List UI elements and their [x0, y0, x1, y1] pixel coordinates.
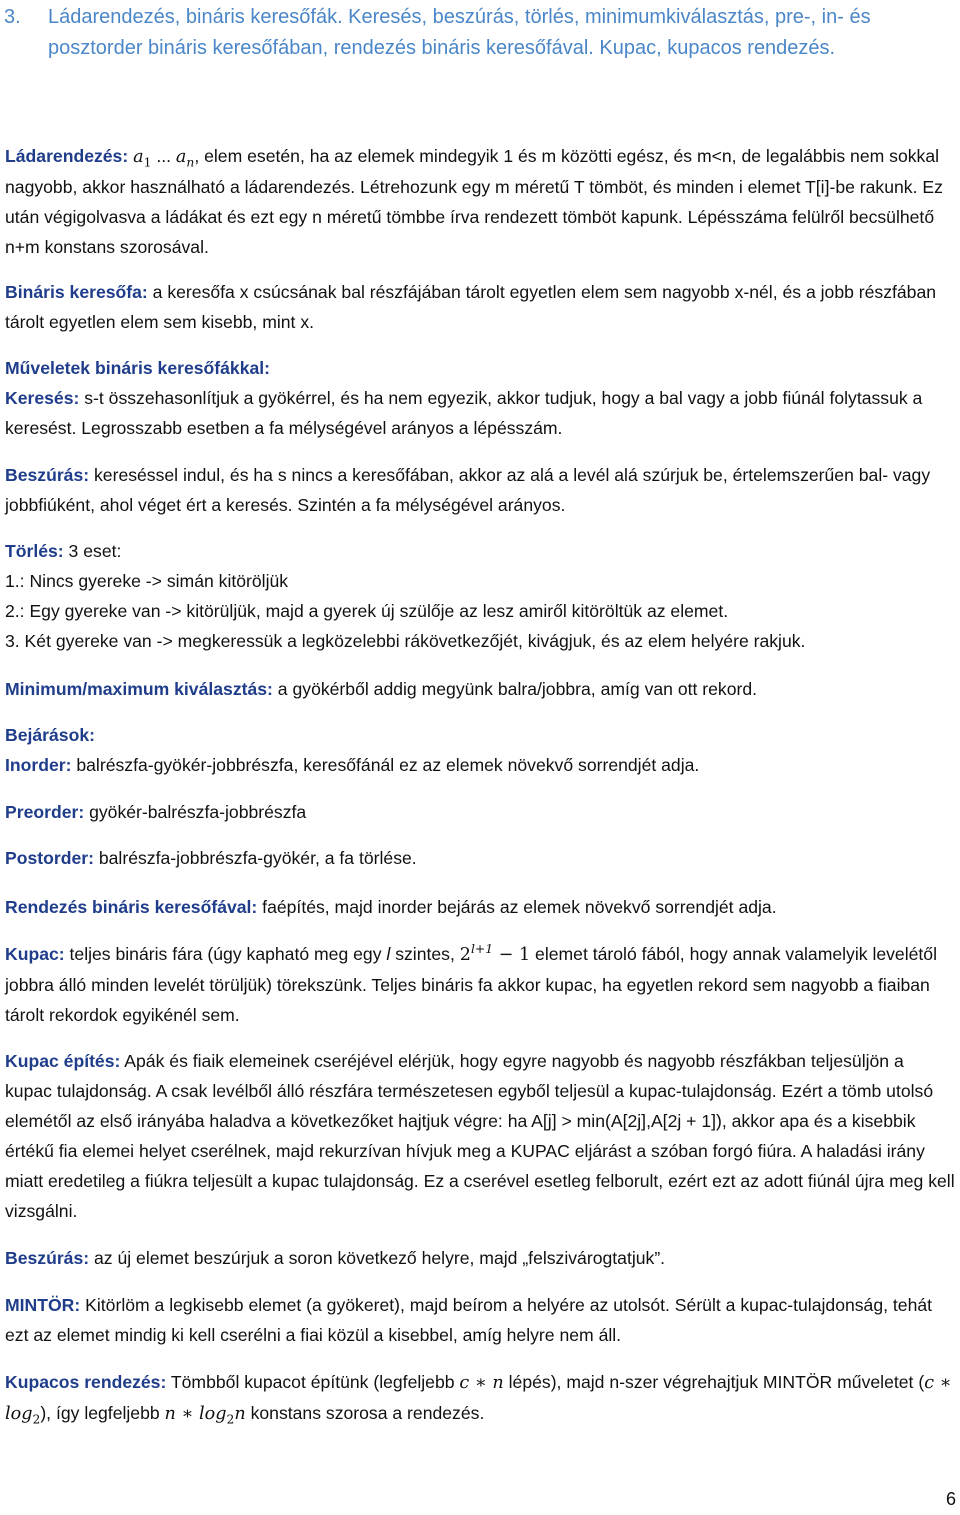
kereses-text: s-t összehasonlítjuk a gyökérrel, és ha nem egyezik, akkor tudjuk, hogy a bal vagy a jobb fiúnál folytassuk a keresést. Legrosszabb esetben a fa mélységével arányos a lépésszám.: [5, 388, 923, 438]
rendezes-keresofaval-text: faépítés, majd inorder bejárás az elemek növekvő sorrendjét adja.: [257, 897, 777, 917]
math-sup: l+1: [470, 942, 494, 957]
torles-paragraph: [5, 536, 955, 656]
kupac-epites-text: Apák és fiaik elemeinek cseréjével elérjük, hogy egyre nagyobb és nagyobb részfákban teljesüljön a kupac tulajdonság. A csak levélből álló részfára természetesen egyből teljesül a kupac-tulajdonság. Ezért a tömb utolsó elemétől az első irányába haladva a következőket hajtjuk végre: ha A[j] > min(A[2j],A[2j + 1]), akkor apa és a kisebbik értékű fia elemei helyet cserélnek, majd rekurzívan hívjuk meg a KUPAC eljárást a szóban forgó fiúra. A haladási irány miatt eredetileg a fiúkra teljesült a kupac tulajdonság. Ez a cserével esetleg felborult, ezért ezt az adott fiúnál újra meg kell vizsgálni.: [5, 1051, 955, 1221]
heading-number: 3.: [4, 6, 21, 28]
math-sub-1: 1: [143, 155, 152, 170]
preorder-label: Preorder:: [5, 802, 85, 822]
kupacos-rendezes-paragraph: [5, 1367, 955, 1429]
binaris-keresofa-label: Bináris keresőfa:: [5, 282, 148, 302]
postorder-text: balrészfa-jobbrészfa-gyökér, a fa törlése.: [93, 848, 417, 868]
math-n: n: [234, 1404, 246, 1424]
preorder-text: gyökér-balrészfa-jobbrészfa: [84, 802, 307, 822]
math-a: a: [175, 147, 187, 167]
postorder-label: Postorder:: [5, 848, 94, 868]
rendezes-keresofaval-paragraph: [5, 892, 955, 922]
kupac-epites-paragraph: [5, 1046, 955, 1226]
preorder-paragraph: [5, 797, 955, 827]
kupac-label: Kupac:: [5, 944, 65, 964]
bejarasok-title: Bejárások:: [5, 725, 95, 745]
kupac-paragraph: [5, 939, 955, 1030]
mintor-text: Kitörlöm a legkisebb elemet (a gyökeret), majd beírom a helyére az utolsót. Sérült a kupac-tulajdonság, tehát ezt az elemet mindig ki kell cserélni a fiai közül a kisebbel, amíg helyre nem áll.: [5, 1295, 933, 1345]
section-heading: [4, 2, 944, 64]
math-dots: ...: [151, 146, 176, 166]
math-c-log: c ∗ log: [5, 1373, 952, 1424]
binaris-keresofa-paragraph: [5, 277, 955, 337]
minmax-paragraph: [5, 674, 955, 704]
kupac-text-2: szintes,: [390, 944, 460, 964]
muveletek-paragraph: [5, 353, 955, 443]
postorder-paragraph: [5, 843, 955, 873]
mintor-label: MINTÖR:: [5, 1295, 81, 1315]
kupacos-rendezes-label: Kupacos rendezés:: [5, 1372, 167, 1392]
minmax-label: Minimum/maximum kiválasztás:: [5, 679, 273, 699]
rendezes-keresofaval-label: Rendezés bináris keresőfával:: [5, 897, 258, 917]
beszuras-text: kereséssel indul, és ha s nincs a keresőfában, akkor az alá a levél alá szúrjuk be, értelemszerűen bal- vagy jobbfiúként, ahol véget ért a keresés. Szintén a fa mélységével arányos.: [5, 465, 931, 515]
ladarendezes-text-1: , elem esetén, ha az elemek mindegyik 1 és m közötti egész, és m<n, de legalábbis nem sokkal nagyobb, akkor használható a ládarendezés.: [5, 146, 940, 197]
kupacos-rendezes-text-3: ), így legfeljebb: [40, 1403, 165, 1423]
kupac-epites-label: Kupac építés:: [5, 1051, 121, 1071]
kupac-beszuras-label: Beszúrás:: [5, 1248, 90, 1268]
math-sub-n: n: [186, 155, 195, 170]
heading-text: Ládarendezés, bináris keresőfák. Keresés, beszúrás, törlés, minimumkiválasztás, pre-, in- és posztorder bináris keresőfában, rendezés bináris keresőfával. Kupac, kupacos rendezés.: [48, 6, 871, 59]
minmax-text: a gyökérből addig megyünk balra/jobbra, amíg van ott rekord.: [272, 679, 758, 699]
torles-text: 3 eset:: [63, 541, 122, 561]
bejarasok-paragraph: [5, 720, 955, 780]
math-n-log: n ∗ log: [164, 1404, 227, 1424]
kupac-text-1: teljes bináris fára (úgy kapható meg egy: [64, 944, 387, 964]
kupacos-rendezes-text-2: lépés), majd n-szer végrehajtjuk MINTÖR műveletet (: [503, 1372, 925, 1392]
kereses-label: Keresés:: [5, 388, 80, 408]
torles-case-2: 2.: Egy gyereke van -> kitörüljük, majd a gyerek új szülője az lesz amiről kitöröltük az elemet.: [5, 601, 729, 621]
math-log-base: 2: [226, 1412, 235, 1427]
ladarendezes-paragraph: [5, 141, 955, 262]
mintor-paragraph: [5, 1290, 955, 1350]
torles-label: Törlés:: [5, 541, 64, 561]
math-c-n: c ∗ n: [459, 1373, 504, 1393]
inorder-text: balrészfa-gyökér-jobbrészfa, keresőfánál ez az elemek növekvő sorrendjét adja.: [71, 755, 700, 775]
beszuras-label: Beszúrás:: [5, 465, 90, 485]
math-minus-one: − 1: [493, 945, 531, 965]
ladarendezes-label: Ládarendezés:: [5, 146, 129, 166]
kupac-beszuras-paragraph: [5, 1243, 955, 1273]
kupacos-rendezes-text-1: Tömbből kupacot építünk (legfeljebb: [166, 1372, 460, 1392]
kupac-beszuras-text: az új elemet beszúrjuk a soron következő helyre, majd „felszivárogtatjuk”.: [89, 1248, 666, 1268]
page-number: 6: [945, 1489, 956, 1509]
kupacos-rendezes-text-4: konstans szorosa a rendezés.: [245, 1403, 485, 1423]
math-two: 2: [459, 945, 471, 965]
torles-case-1: 1.: Nincs gyereke -> simán kitöröljük: [5, 571, 289, 591]
math-log-base: 2: [32, 1412, 41, 1427]
math-a: a: [133, 147, 144, 167]
kupac-text-3: elemet tároló fából, hogy annak valamelyik levelétől jobbra álló minden levelét törüljük) törekszünk. Teljes bináris fa akkor kupac, ha egyetlen rekord sem nagyobb a fiaiban tárolt rekordok egyikénél sem.: [5, 944, 937, 1025]
beszuras-paragraph: [5, 460, 955, 520]
inorder-label: Inorder:: [5, 755, 72, 775]
muveletek-title: Műveletek bináris keresőfákkal:: [5, 358, 271, 378]
kupac-l: l: [386, 944, 391, 964]
ladarendezes-text-2: Létrehozunk egy m méretű T tömböt, és minden i elemet T[i]-be rakunk. Ez után végigolvasva a ládákat és ezt egy n méretű tömbbe írva rendezett tömböt kapunk. Lépésszáma felülről becsülhető n+m konstans szorosával.: [5, 177, 943, 257]
torles-case-3: 3. Két gyereke van -> megkeressük a legközelebbi rákövetkezőjét, kivágjuk, és az elem helyére rakjuk.: [5, 631, 806, 651]
binaris-keresofa-text: a keresőfa x csúcsának bal részfájában tárolt egyetlen elem sem nagyobb x-nél, és a jobb részfában tárolt egyetlen elem sem kisebb, mint x.: [5, 282, 937, 332]
